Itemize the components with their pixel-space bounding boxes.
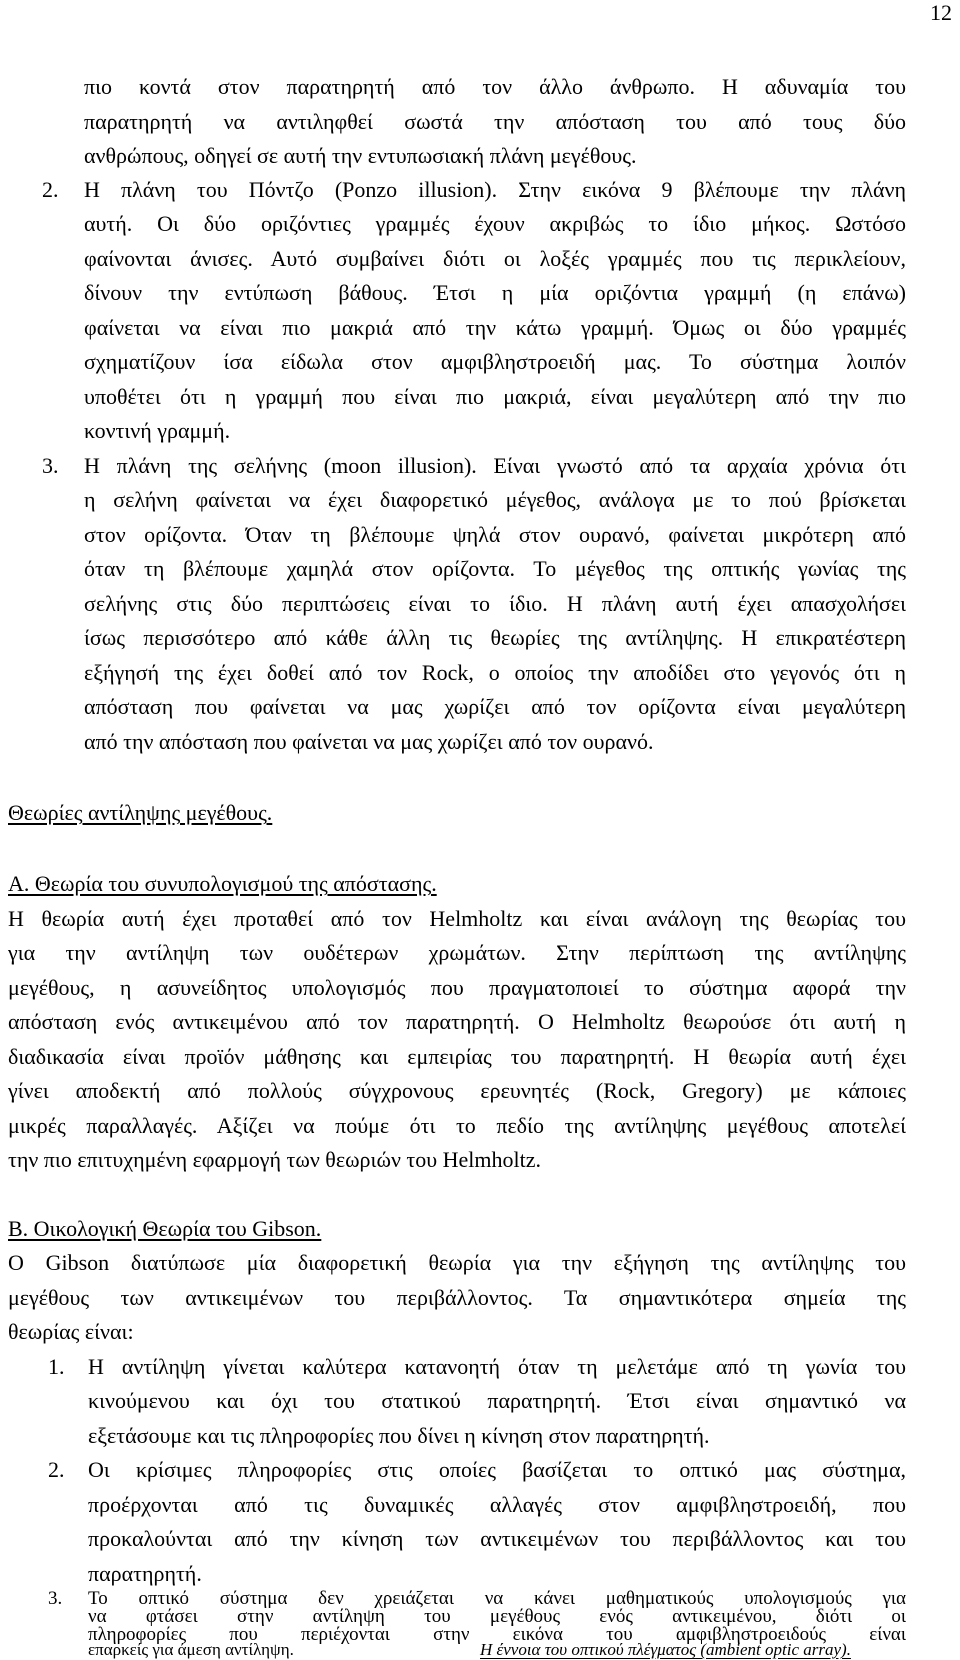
paragraph-line: δίνουν την εντύπωση βάθους. Έτσι η μία οριζόντια γραμμή (η επάνω) xyxy=(84,280,906,305)
paragraph-line: γίνει αποδεκτή από πολλούς σύγχρονους ερευνητές (Rock, Gregory) με κάποιες xyxy=(8,1078,906,1103)
paragraph-line: για την αντίληψη των ουδέτερων χρωμάτων. Στην περίπτωση της αντίληψης xyxy=(8,940,906,965)
paragraph-line: Η πλάνη της σελήνης (moon illusion). Είναι γνωστό από τα αρχαία χρόνια ότι xyxy=(84,453,906,478)
paragraph-line: θεωρίας είναι: xyxy=(8,1319,134,1344)
ambient-optic-array-heading: Η έννοια του οπτικού πλέγματος (ambient optic array). xyxy=(480,1640,851,1659)
paragraph-line: εξήγησή της έχει δοθεί από τον Rock, ο οποίος την αποδίδει στο γεγονός ότι η xyxy=(84,660,906,685)
paragraph-line: παρατηρητή να αντιληφθεί σωστά την απόσταση του από τους δύο xyxy=(84,109,906,134)
list-number: 2. xyxy=(48,1457,65,1482)
paragraph-line: όταν τη βλέπουμε χαμηλά στον ορίζοντα. Το μέγεθος της οπτικής γωνίας της xyxy=(84,556,906,581)
paragraph-line: μικρές παραλλαγές. Αξίζει να πούμε ότι το πεδίο της αντίληψης μεγέθους αποτελεί xyxy=(8,1113,906,1138)
paragraph-line: Η αντίληψη γίνεται καλύτερα κατανοητή όταν τη μελετάμε από τη γωνία του xyxy=(88,1354,906,1379)
paragraph-line: μεγέθους, η ασυνείδητος υπολογισμός που πραγματοποιεί το σύστημα αφορά την xyxy=(8,975,906,1000)
paragraph-line: διαδικασία είναι προϊόν μάθησης και εμπειρίας του παρατηρητή. Η θεωρία αυτή έχει xyxy=(8,1044,906,1069)
section-b-heading: Β. Οικολογική Θεωρία του Gibson. xyxy=(8,1216,322,1241)
paragraph-line: απόσταση που φαίνεται να μας χωρίζει από τον ορίζοντα είναι μεγαλύτερη xyxy=(84,694,906,719)
paragraph-line: υποθέτει ότι η γραμμή που είναι πιο μακριά, είναι μεγαλύτερη από την πιο xyxy=(84,384,906,409)
paragraph-line: Η πλάνη του Πόντζο (Ponzo illusion). Στην εικόνα 9 βλέπουμε την πλάνη xyxy=(84,177,906,202)
paragraph-line: η σελήνη φαίνεται να έχει διαφορετικό μέγεθος, ανάλογα με το πού βρίσκεται xyxy=(84,487,906,512)
paragraph-line: Η θεωρία αυτή έχει προταθεί από τον Helmholtz και είναι ανάλογη της θεωρίας του xyxy=(8,906,906,931)
paragraph-line: μεγέθους των αντικειμένων του περιβάλλοντος. Τα σημαντικότερα σημεία της xyxy=(8,1285,906,1310)
paragraph-line: πληροφορίες που περιέχονται στην εικόνα του αμφιβληστροειδούς είναι xyxy=(88,1624,906,1645)
paragraph-line: προέρχονται από τις δυναμικές αλλαγές στον αμφιβληστροειδή, που xyxy=(88,1492,906,1517)
paragraph-line: ίσως περισσότερο από κάθε άλλη τις θεωρίες της αντίληψης. Η επικρατέστερη xyxy=(84,625,906,650)
list-number: 1. xyxy=(48,1354,65,1379)
paragraph-line: στον ορίζοντα. Όταν τη βλέπουμε ψηλά στον ουρανό, φαίνεται μικρότερη από xyxy=(84,522,906,547)
paragraph-line: απόσταση ενός αντικειμένου από τον παρατηρητή. Ο Helmholtz θεωρούσε ότι αυτή η xyxy=(8,1009,906,1034)
paragraph-line: σελήνης στις δύο περιπτώσεις είναι το ίδιο. Η πλάνη αυτή έχει απασχολήσει xyxy=(84,591,906,616)
list-number: 3. xyxy=(42,453,59,478)
paragraph-line: εξετάσουμε και τις πληροφορίες που δίνει η κίνηση στον παρατηρητή. xyxy=(88,1423,710,1448)
paragraph-line: την πιο επιτυχημένη εφαρμογή των θεωριών του Helmholtz. xyxy=(8,1147,541,1172)
paragraph-line: κινούμενου και όχι του στατικού παρατηρητή. Έτσι είναι σημαντικό να xyxy=(88,1388,906,1413)
section-a-heading: Α. Θεωρία του συνυπολογισμού της απόστασης. xyxy=(8,871,437,896)
paragraph-line: επαρκείς για άμεση αντίληψη. xyxy=(88,1640,294,1659)
paragraph-line: φαίνεται να είναι πιο μακριά από την κάτω γραμμή. Όμως οι δύο γραμμές xyxy=(84,315,906,340)
paragraph-line: κοντινή γραμμή. xyxy=(84,418,231,443)
paragraph-line: αυτή. Οι δύο οριζόντιες γραμμές έχουν ακριβώς το ίδιο μήκος. Ωστόσο xyxy=(84,211,906,236)
paragraph-line: ανθρώπους, οδηγεί σε αυτή την εντυπωσιακή πλάνη μεγέθους. xyxy=(84,143,637,168)
section-heading: Θεωρίες αντίληψης μεγέθους. xyxy=(8,800,273,825)
paragraph-line: από την απόσταση που φαίνεται να μας χωρίζει από τον ουρανό. xyxy=(84,729,654,754)
paragraph-line: να φτάσει στην αντίληψη του μεγέθους ενός αντικειμένου, διότι οι xyxy=(88,1606,906,1627)
paragraph-line: Ο Gibson διατύπωσε μία διαφορετική θεωρία για την εξήγηση της αντίληψης του xyxy=(8,1250,906,1275)
paragraph-line: πιο κοντά στον παρατηρητή από τον άλλο άνθρωπο. Η αδυναμία του xyxy=(84,74,906,99)
list-number: 2. xyxy=(42,177,59,202)
paragraph-line: παρατηρητή. xyxy=(88,1561,202,1586)
list-number: 3. xyxy=(48,1588,63,1609)
page-number: 12 xyxy=(930,0,952,25)
paragraph-line: Οι κρίσιμες πληροφορίες στις οποίες βασίζεται το οπτικό μας σύστημα, xyxy=(88,1457,906,1482)
paragraph-line: προκαλούνται από την κίνηση των αντικειμένων του περιβάλλοντος και του xyxy=(88,1526,906,1551)
paragraph-line: φαίνονται άνισες. Αυτό συμβαίνει διότι οι λοξές γραμμές που τις περικλείουν, xyxy=(84,246,906,271)
paragraph-line: Το οπτικό σύστημα δεν χρειάζεται να κάνει μαθηματικούς υπολογισμούς για xyxy=(88,1588,906,1609)
paragraph-line: σχηματίζουν ίσα είδωλα στον αμφιβληστροειδή μας. Το σύστημα λοιπόν xyxy=(84,349,906,374)
